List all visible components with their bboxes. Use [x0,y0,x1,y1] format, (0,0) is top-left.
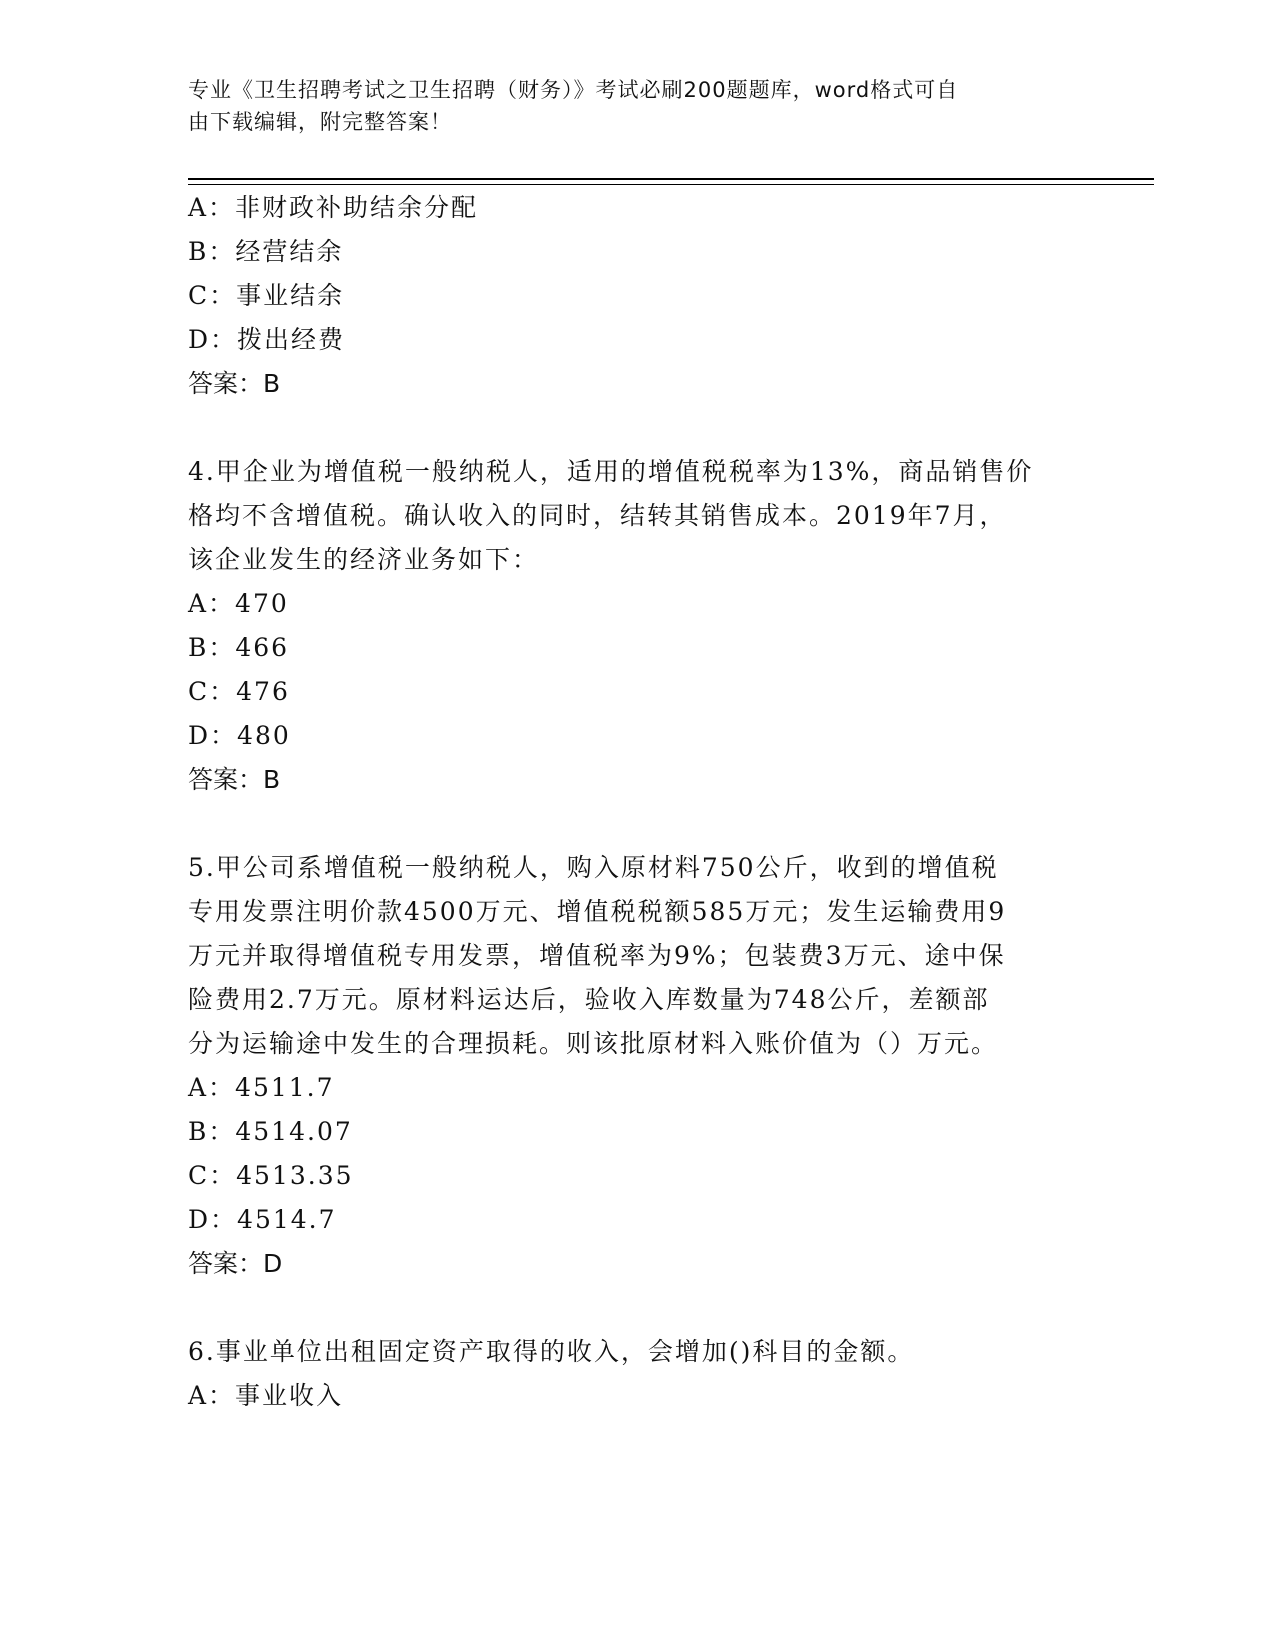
q5-stem-line-3: 万元并取得增值税专用发票，增值税率为9%；包装费3万元、途中保 [188,941,1006,970]
q4-stem-line-2: 格均不含增值税。确认收入的同时，结转其销售成本。2019年7月， [188,501,1007,530]
header-divider-thin [188,184,1154,185]
q5-option-c: C：4513.35 [188,1161,354,1190]
q5-stem-line-4: 险费用2.7万元。原材料运达后，验收入库数量为748公斤，差额部 [188,985,990,1014]
document-header [188,74,1068,138]
q4-answer: 答案：B [188,765,281,794]
q5-stem-line-5: 分为运输途中发生的合理损耗。则该批原材料入账价值为（）万元。 [188,1029,999,1058]
q4-option-a: A：470 [188,589,289,618]
q5-answer: 答案：D [188,1249,283,1278]
q6-option-a: A：事业收入 [188,1381,344,1410]
q5-option-d: D：4514.7 [188,1205,337,1234]
q4-stem-line-1: 4.甲企业为增值税一般纳税人，适用的增值税税率为13%，商品销售价 [188,457,1034,486]
q3-option-d: D：拨出经费 [188,325,346,354]
header-divider-thick [188,178,1154,180]
q3-answer: 答案：B [188,369,281,398]
q4-option-b: B：466 [188,633,290,662]
q5-stem-line-1: 5.甲公司系增值税一般纳税人，购入原材料750公斤，收到的增值税 [188,853,999,882]
q4-option-d: D：480 [188,721,291,750]
q3-option-b: B：经营结余 [188,237,344,266]
q6-stem-line-1: 6.事业单位出租固定资产取得的收入，会增加()科目的金额。 [188,1337,915,1366]
header-line-1: 专业《卫生招聘考试之卫生招聘（财务）》考试必刷200题题库，word格式可自 [188,78,959,102]
q4-stem-line-3: 该企业发生的经济业务如下： [188,545,540,574]
q3-option-c: C：事业结余 [188,281,345,310]
q5-option-b: B：4514.07 [188,1117,353,1146]
q4-option-c: C：476 [188,677,290,706]
q5-stem-line-2: 专用发票注明价款4500万元、增值税税额585万元；发生运输费用9 [188,897,1007,926]
q3-option-a: A：非财政补助结余分配 [188,193,479,222]
header-line-2: 由下载编辑，附完整答案！ [188,110,452,134]
q5-option-a: A：4511.7 [188,1073,335,1102]
